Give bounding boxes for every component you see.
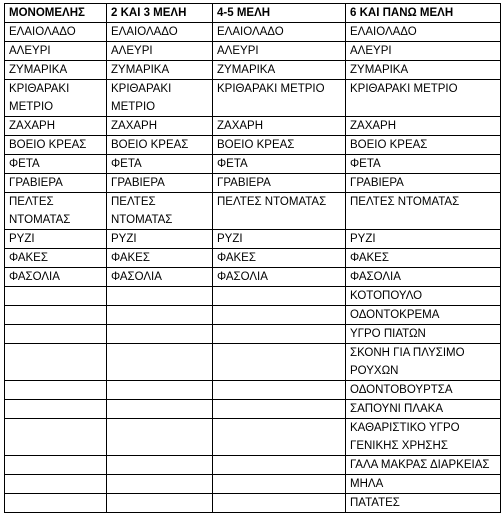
table-cell: ΦΑΣΟΛΙΑ: [107, 268, 213, 287]
header-row: [5, 4, 501, 23]
table-cell: ΓΡΑΒΙΕΡΑ: [213, 174, 346, 193]
table-cell: ΠΕΛΤΕΣ ΝΤΟΜΑΤΑΣ: [346, 193, 501, 230]
table-cell: ΠΕΛΤΕΣ ΝΤΟΜΑΤΑΣ: [213, 193, 346, 230]
table-cell: ΒΟΕΙΟ ΚΡΕΑΣ: [5, 136, 107, 155]
table-row: [5, 325, 501, 344]
table-cell: [5, 325, 107, 344]
table-cell: ΟΔΟΝΤΟΚΡΕΜΑ: [346, 306, 501, 325]
table-cell: ΠΕΛΤΕΣ ΝΤΟΜΑΤΑΣ: [107, 193, 213, 230]
table-cell: [213, 306, 346, 325]
table-row: [5, 287, 501, 306]
table-cell: [5, 475, 107, 494]
table-cell: ΚΟΤΟΠΟΥΛΟ: [346, 287, 501, 306]
table-cell: [5, 419, 107, 456]
table-cell: ΡΥΖΙ: [346, 230, 501, 249]
table-cell: ΕΛΑΙΟΛΑΔΟ: [346, 23, 501, 42]
table-cell: [5, 381, 107, 400]
table-row: [5, 419, 501, 456]
table-cell: ΦΑΣΟΛΙΑ: [5, 268, 107, 287]
table-row: [5, 494, 501, 513]
table-row: [5, 117, 501, 136]
table-body: [5, 23, 501, 513]
table-row: [5, 400, 501, 419]
table-cell: [213, 419, 346, 456]
table-cell: ΦΑΚΕΣ: [107, 249, 213, 268]
table-cell: [213, 494, 346, 513]
table-cell: ΕΛΑΙΟΛΑΔΟ: [5, 23, 107, 42]
table-row: [5, 381, 501, 400]
table-cell: [5, 494, 107, 513]
table-cell: [213, 344, 346, 381]
table-cell: [213, 287, 346, 306]
table-cell: [5, 400, 107, 419]
table-cell: [5, 306, 107, 325]
table-cell: ΦΑΚΕΣ: [346, 249, 501, 268]
table-cell: ΦΑΣΟΛΙΑ: [213, 268, 346, 287]
table-cell: [213, 400, 346, 419]
table-row: [5, 344, 501, 381]
table-cell: [5, 287, 107, 306]
table-row: [5, 193, 501, 230]
table-cell: ΚΑΘΑΡΙΣΤΙΚΟ ΥΓΡΟ ΓΕΝΙΚΗΣ ΧΡΗΣΗΣ: [346, 419, 501, 456]
table-cell: [107, 325, 213, 344]
table-cell: ΖΥΜΑΡΙΚΑ: [213, 61, 346, 80]
table-cell: ΦΑΚΕΣ: [5, 249, 107, 268]
table-cell: ΚΡΙΘΑΡΑΚΙ ΜΕΤΡΙΟ: [107, 80, 213, 117]
table-cell: ΑΛΕΥΡΙ: [213, 42, 346, 61]
table-cell: [107, 306, 213, 325]
table-row: [5, 306, 501, 325]
table-cell: ΑΛΕΥΡΙ: [5, 42, 107, 61]
table-row: [5, 174, 501, 193]
column-header: ΜΟΝΟΜΕΛΗΣ: [5, 4, 107, 23]
table-cell: ΚΡΙΘΑΡΑΚΙ ΜΕΤΡΙΟ: [5, 80, 107, 117]
table-row: [5, 61, 501, 80]
table-cell: [213, 381, 346, 400]
table-cell: ΕΛΑΙΟΛΑΔΟ: [213, 23, 346, 42]
table-row: [5, 136, 501, 155]
table-cell: ΣΑΠΟΥΝΙ ΠΛΑΚΑ: [346, 400, 501, 419]
table-cell: ΡΥΖΙ: [107, 230, 213, 249]
table-row: [5, 80, 501, 117]
table-cell: ΖΑΧΑΡΗ: [213, 117, 346, 136]
table-cell: ΡΥΖΙ: [5, 230, 107, 249]
table-cell: [107, 381, 213, 400]
table-cell: ΓΡΑΒΙΕΡΑ: [346, 174, 501, 193]
table-row: [5, 42, 501, 61]
table-cell: ΜΗΛΑ: [346, 475, 501, 494]
table-cell: ΒΟΕΙΟ ΚΡΕΑΣ: [107, 136, 213, 155]
table-cell: [5, 456, 107, 475]
table-cell: ΒΟΕΙΟ ΚΡΕΑΣ: [346, 136, 501, 155]
column-header: 4-5 ΜΕΛΗ: [213, 4, 346, 23]
table-cell: ΖΑΧΑΡΗ: [107, 117, 213, 136]
table-cell: ΠΕΛΤΕΣ ΝΤΟΜΑΤΑΣ: [5, 193, 107, 230]
table-cell: [107, 475, 213, 494]
table-cell: ΓΡΑΒΙΕΡΑ: [107, 174, 213, 193]
table-row: [5, 249, 501, 268]
table-cell: [107, 494, 213, 513]
table-cell: ΖΥΜΑΡΙΚΑ: [346, 61, 501, 80]
table-cell: ΣΚΟΝΗ ΓΙΑ ΠΛΥΣΙΜΟ ΡΟΥΧΩΝ: [346, 344, 501, 381]
table-cell: [107, 344, 213, 381]
table-cell: ΟΔΟΝΤΟΒΟΥΡΤΣΑ: [346, 381, 501, 400]
table-cell: ΡΥΖΙ: [213, 230, 346, 249]
table-row: [5, 268, 501, 287]
table-cell: ΓΡΑΒΙΕΡΑ: [5, 174, 107, 193]
table-cell: ΖΑΧΑΡΗ: [5, 117, 107, 136]
table-cell: ΦΑΣΟΛΙΑ: [346, 268, 501, 287]
table-row: [5, 230, 501, 249]
table-cell: ΖΥΜΑΡΙΚΑ: [5, 61, 107, 80]
table-cell: ΓΑΛΑ ΜΑΚΡΑΣ ΔΙΑΡΚΕΙΑΣ: [346, 456, 501, 475]
table-cell: ΦΕΤΑ: [346, 155, 501, 174]
table-cell: ΚΡΙΘΑΡΑΚΙ ΜΕΤΡΙΟ: [346, 80, 501, 117]
table-row: [5, 456, 501, 475]
table-cell: ΥΓΡΟ ΠΙΑΤΩΝ: [346, 325, 501, 344]
table-cell: ΦΕΤΑ: [213, 155, 346, 174]
table-row: [5, 475, 501, 494]
table-cell: [107, 400, 213, 419]
table-cell: ΖΑΧΑΡΗ: [346, 117, 501, 136]
table-cell: [107, 287, 213, 306]
table-cell: [213, 325, 346, 344]
table-cell: ΑΛΕΥΡΙ: [346, 42, 501, 61]
table-cell: ΖΥΜΑΡΙΚΑ: [107, 61, 213, 80]
table-row: [5, 23, 501, 42]
table-cell: [107, 456, 213, 475]
table-cell: ΦΕΤΑ: [5, 155, 107, 174]
table-cell: ΕΛΑΙΟΛΑΔΟ: [107, 23, 213, 42]
table-cell: [5, 344, 107, 381]
table-cell: ΠΑΤΑΤΕΣ: [346, 494, 501, 513]
table-cell: [107, 419, 213, 456]
table-cell: ΒΟΕΙΟ ΚΡΕΑΣ: [213, 136, 346, 155]
table-row: [5, 155, 501, 174]
table-cell: ΚΡΙΘΑΡΑΚΙ ΜΕΤΡΙΟ: [213, 80, 346, 117]
table-cell: [213, 456, 346, 475]
supplies-table: [4, 3, 501, 513]
table-cell: ΦΑΚΕΣ: [213, 249, 346, 268]
column-header: 2 ΚΑΙ 3 ΜΕΛΗ: [107, 4, 213, 23]
table-cell: [213, 475, 346, 494]
column-header: 6 ΚΑΙ ΠΑΝΩ ΜΕΛΗ: [346, 4, 501, 23]
table-cell: ΦΕΤΑ: [107, 155, 213, 174]
table-cell: ΑΛΕΥΡΙ: [107, 42, 213, 61]
